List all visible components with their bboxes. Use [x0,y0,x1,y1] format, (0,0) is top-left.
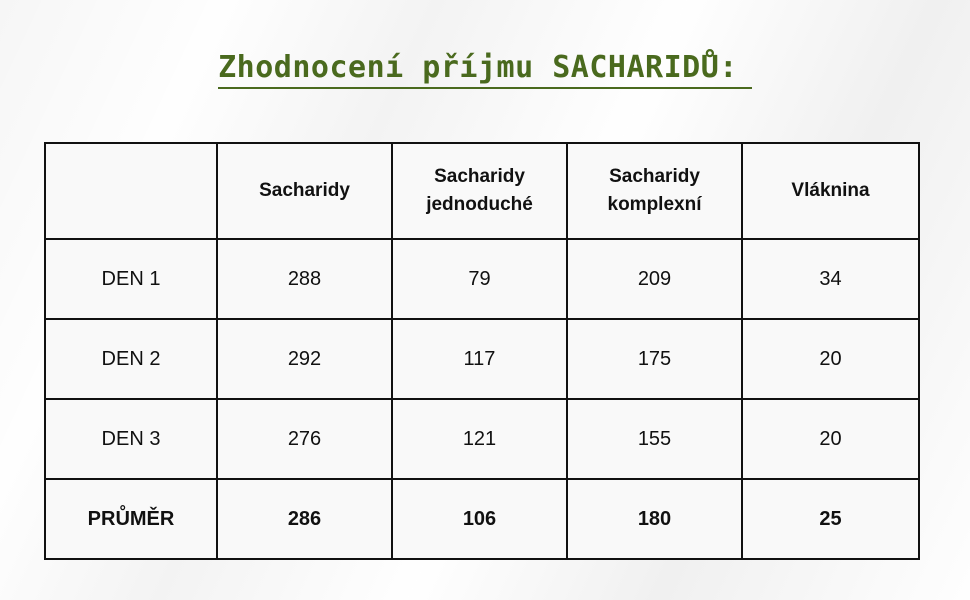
table-row [45,319,919,399]
header-cell-vlaknina: Vláknina [742,143,919,239]
table-cell: 20 [742,319,919,399]
table-cell: 292 [217,319,392,399]
table-cell: 209 [567,239,742,319]
table-header-row [45,143,919,239]
table-cell: 276 [217,399,392,479]
average-cell: 180 [567,479,742,559]
table-cell: 155 [567,399,742,479]
table-cell: 288 [217,239,392,319]
header-cell-sacharidy-jednoduche: Sacharidy jednoduché [392,143,567,239]
average-cell: 286 [217,479,392,559]
table-cell: 79 [392,239,567,319]
page-title-text: Zhodnocení příjmu SACHARIDŮ: [218,50,752,89]
average-label: PRŮMĚR [45,479,217,559]
table-cell: 34 [742,239,919,319]
header-cell-sacharidy: Sacharidy [217,143,392,239]
average-cell: 25 [742,479,919,559]
average-row [45,479,919,559]
average-cell: 106 [392,479,567,559]
header-cell-sacharidy-komplexni: Sacharidy komplexní [567,143,742,239]
table-cell: 20 [742,399,919,479]
table-cell: 121 [392,399,567,479]
row-label: DEN 2 [45,319,217,399]
table-cell: 175 [567,319,742,399]
table-row [45,399,919,479]
table-row [45,239,919,319]
row-label: DEN 3 [45,399,217,479]
carbs-table [44,142,920,560]
page-title [0,50,970,85]
header-cell-empty [45,143,217,239]
table-cell: 117 [392,319,567,399]
row-label: DEN 1 [45,239,217,319]
